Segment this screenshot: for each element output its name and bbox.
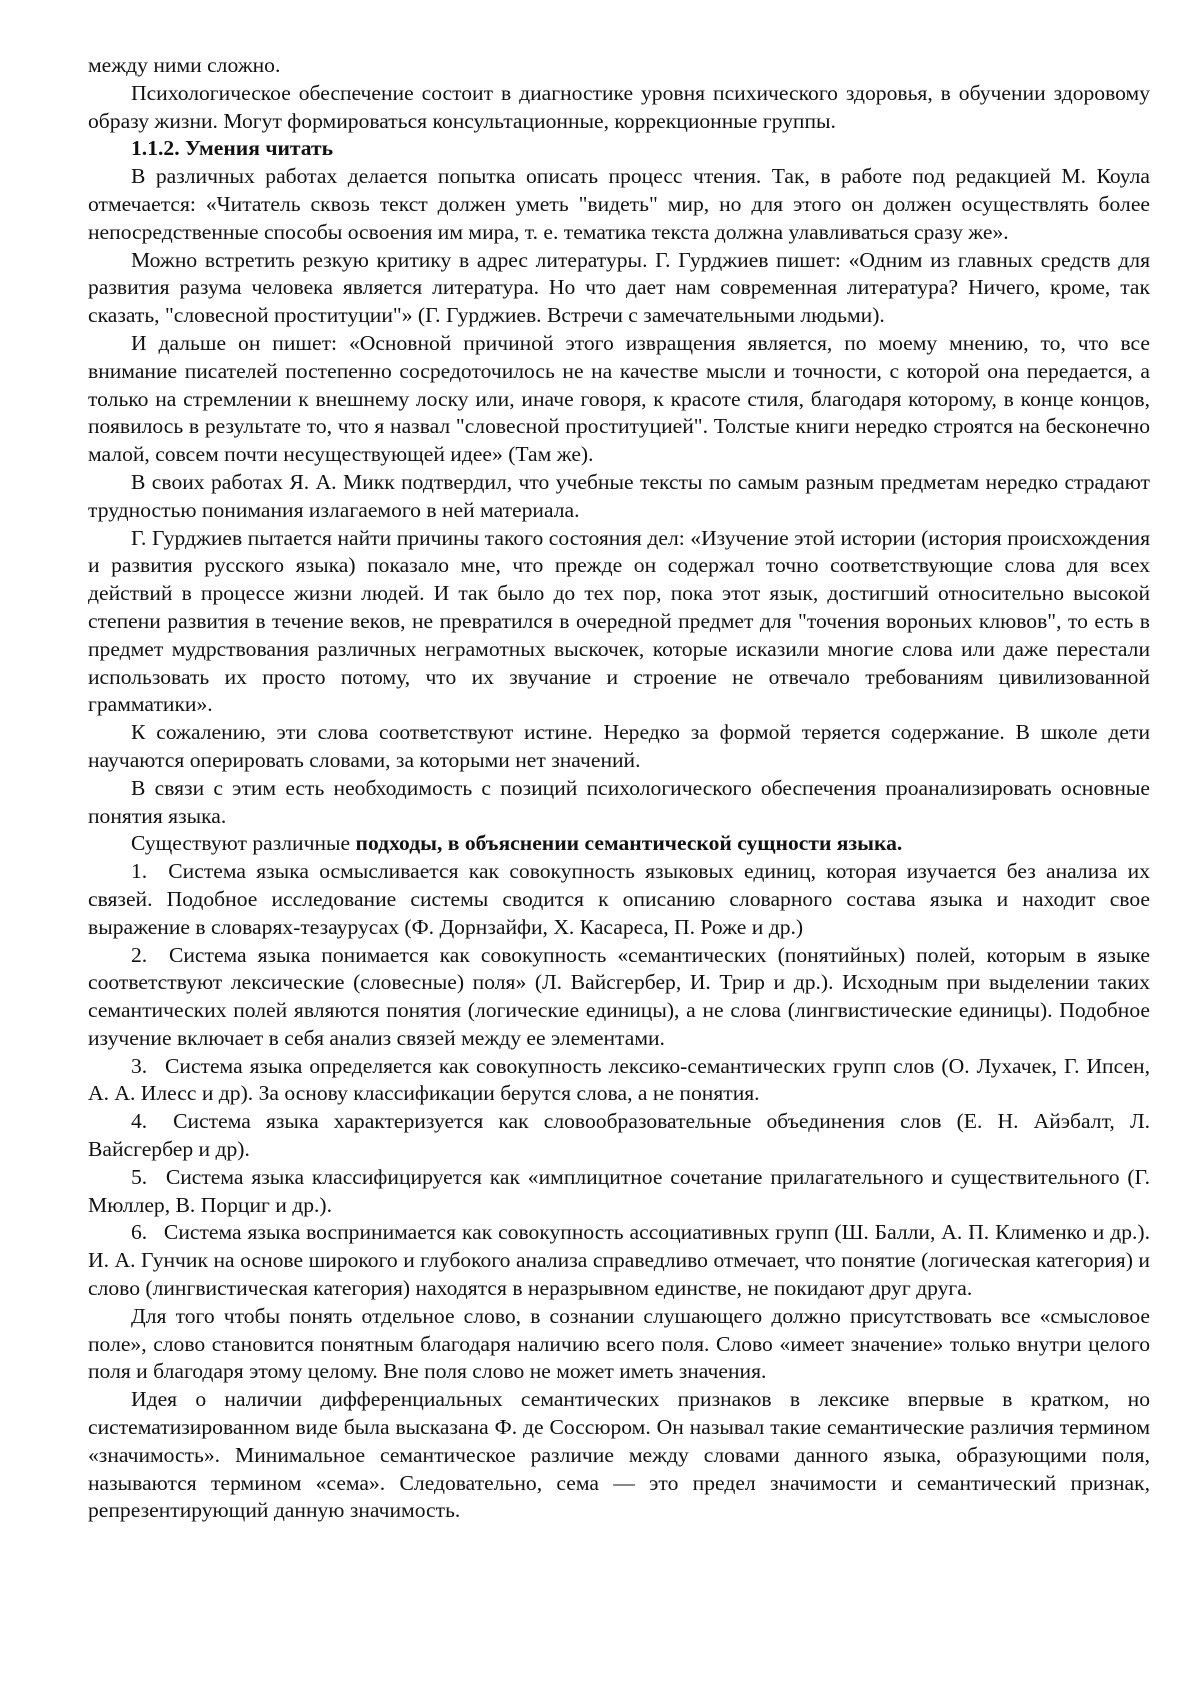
list-item xyxy=(88,1053,1150,1109)
paragraph: К сожалению, эти слова соответствуют истине. Нередко за формой теряется содержание. В школе дети научаются оперировать словами, за которыми нет значений. xyxy=(88,720,1150,772)
list-item xyxy=(88,1219,1150,1302)
paragraph: Г. Гурджиев пытается найти причины такого состояния дел: «Изучение этой истории (история происхождения и развития русского языка) показало мне, что прежде он содержал точно соответствующие слова для всех действий в процессе жизни людей. И так было до тех пор, пока этот язык, достигший относительно высокой степени развития в течение веков, не превратился в очередной предмет для "точения вороньих клювов", то есть в предмет мудрствования различных неграмотных выскочек, которые исказили многие слова или даже перестали использовать их просто потому, что их звучание и строение не отвечало требованиям цивилизованной грамматики». xyxy=(88,525,1150,717)
paragraph: Идея о наличии дифференциальных семантических признаков в лексике впервые в кратком, но систематизированном виде была высказана Ф. де Соссюром. Он называл такие семантические различия термином «значимость». Минимальное семантическое различие между словами данного языка, образующими поля, называются термином «сема». Следовательно, сема — это предел значимости и семантический признак, репрезентирующий данную значимость. xyxy=(88,1387,1150,1523)
paragraph: Психологическое обеспечение состоит в диагностике уровня психического здоровья, в обучении здоровому образу жизни. Могут формироваться консультационные, коррекционные группы. xyxy=(88,80,1150,133)
section-heading: 1.1.2. Умения читать xyxy=(131,136,334,161)
list-item xyxy=(88,858,1150,941)
list-item-number: 2. xyxy=(131,942,148,967)
paragraph-continuation: между ними сложно. xyxy=(88,53,281,77)
list-item-number: 4. xyxy=(131,1109,148,1134)
list-item-text: Система языка классифицируется как «имплицитное сочетание прилагательного и существительного (Г. Мюллер, В. Порциг и др.). xyxy=(88,1164,1150,1217)
paragraph: Для того чтобы понять отдельное слово, в сознании слушающего должно присутствовать все «смысловое поле», слово становится понятным благодаря наличию всего поля. Слово «имеет значение» только внутри целого поля и благодаря этому целому. Вне поля слово не может иметь значения. xyxy=(88,1303,1150,1384)
paragraph: В связи с этим есть необходимость с позиций психологического обеспечения проанализировать основные понятия языка. xyxy=(88,775,1150,828)
list-item-text: Система языка характеризуется как словообразовательные объединения слов (Е. Н. Айэбалт, Л. Вайсгербер и др). xyxy=(88,1109,1150,1162)
list-item-text: Система языка понимается как совокупность «семантических (понятийных) полей, которым в языке соответствуют лексические (словесные) поля» (Л. Вайсгербер, И. Трир и др.). Исходным при выделении таких семантических полей являются понятия (логические единицы), а не слова (лингвистические единицы). Подобное изучение включает в себя анализ связей между ее элементами. xyxy=(88,942,1150,1050)
list-item-text: Система языка определяется как совокупность лексико-семантических групп слов (О. Лухачек, Г. Ипсен, А. А. Илесс и др). За основу классификации берутся слова, а не понятия. xyxy=(88,1053,1150,1106)
list-item xyxy=(88,942,1150,1053)
paragraph-bold-phrase: подходы, в объяснении семантической сущности языка. xyxy=(355,831,903,856)
paragraph-approaches xyxy=(88,830,1150,858)
list-item xyxy=(88,1164,1150,1220)
paragraph-lead: Существуют различные xyxy=(131,831,356,856)
list-item-number: 6. xyxy=(131,1220,148,1245)
list-item-number: 5. xyxy=(131,1164,148,1189)
paragraph: В различных работах делается попытка описать процесс чтения. Так, в работе под редакцией М. Коула отмечается: «Читатель сквозь текст должен уметь "видеть" мир, но для этого он должен осуществлять более непосредственные способы освоения им мира, т. е. тематика текста должна улавливаться сразу же». xyxy=(88,164,1150,244)
paragraph: В своих работах Я. А. Микк подтвердил, что учебные тексты по самым разным предметам нередко страдают трудностью понимания излагаемого в ней материала. xyxy=(88,469,1150,522)
paragraph: И дальше он пишет: «Основной причиной этого извращения является, по моему мнению, то, что все внимание писателей постепенно сосредоточилось не на качестве мысли и точности, с которой она передается, а только на стремлении к внешнему лоску или, иначе говоря, к красоте стиля, благодаря которому, в конце концов, появилось в результате то, что я назвал "словесной проституцией". Толстые книги нередко строятся на бесконечно малой, совсем почти несуществующей идее» (Там же). xyxy=(88,330,1150,467)
list-item-text: Система языка осмысливается как совокупность языковых единиц, которая изучается без анализа их связей. Подобное исследование системы сводится к описанию словарного состава языка и находит свое выражение в словарях-тезаурусах (Ф. Дорнзайфи, Х. Касареса, П. Роже и др.) xyxy=(88,859,1150,939)
list-item-number: 3. xyxy=(131,1053,148,1078)
paragraph: Можно встретить резкую критику в адрес литературы. Г. Гурджиев пишет: «Одним из главных средств для развития разума человека является литература. Но что дает нам современная литература? Ничего, кроме, так сказать, "словесной проституции"» (Г. Гурджиев. Встречи с замечательными людьми). xyxy=(88,247,1150,328)
list-item-text: Система языка воспринимается как совокупность ассоциативных групп (Ш. Балли, А. П. Клименко и др.). И. А. Гунчик на основе широкого и глубокого анализа справедливо отмечает, что понятие (логическая категория) и слово (лингвистическая категория) находятся в неразрывном единстве, не покидают друг друга. xyxy=(88,1220,1150,1301)
list-item xyxy=(88,1108,1150,1164)
list-item-number: 1. xyxy=(131,859,148,884)
